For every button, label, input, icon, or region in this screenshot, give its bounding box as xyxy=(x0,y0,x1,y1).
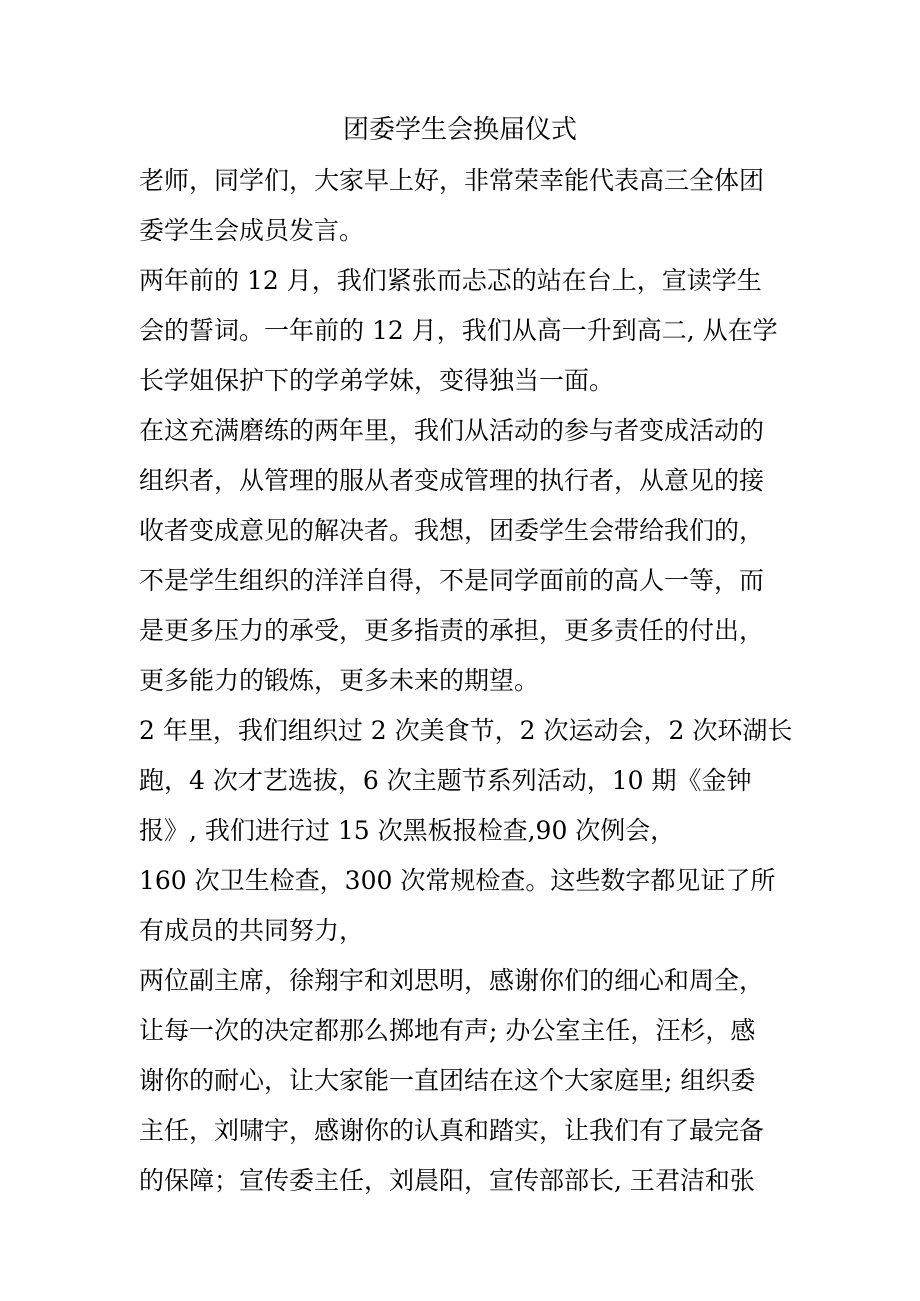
body-line: 更多能力的锻炼，更多未来的期望。 xyxy=(139,666,540,695)
body-line: 会的誓词。一年前的 12 月，我们从高一升到高二, 从在学 xyxy=(139,316,778,345)
body-line: 报》, 我们进行过 15 次黑板报检查,90 次例会， xyxy=(139,816,676,845)
body-line: 长学姐保护下的学弟学妹，变得独当一面。 xyxy=(139,366,615,395)
body-line: 跑，4 次才艺选拔，6 次主题节系列活动，10 期《金钟 xyxy=(139,766,752,795)
body-line: 不是学生组织的洋洋自得，不是同学面前的高人一等，而 xyxy=(139,566,765,595)
body-line: 谢你的耐心，让大家能一直团结在这个大家庭里; 组织委 xyxy=(139,1066,756,1095)
body-line: 的保障；宣传委主任，刘晨阳，宣传部部长, 王君洁和张 xyxy=(139,1166,755,1195)
body-line: 2 年里，我们组织过 2 次美食节，2 次运动会，2 次环湖长 xyxy=(139,716,793,745)
body-line: 两年前的 12 月，我们紧张而忐忑的站在台上，宣读学生 xyxy=(139,266,762,295)
body-line: 让每一次的决定都那么掷地有声; 办公室主任，汪杉，感 xyxy=(139,1016,756,1045)
body-line: 委学生会成员发言。 xyxy=(139,216,365,245)
body-line: 是更多压力的承受，更多指责的承担，更多责任的付出， xyxy=(139,616,765,645)
body-line: 老师，同学们，大家早上好，非常荣幸能代表高三全体团 xyxy=(139,166,765,195)
body-line: 160 次卫生检查，300 次常规检查。这些数字都见证了所 xyxy=(139,866,776,895)
body-line: 收者变成意见的解决者。我想，团委学生会带给我们的， xyxy=(139,516,765,545)
body-line: 组织者，从管理的服从者变成管理的执行者，从意见的接 xyxy=(139,466,765,495)
body-line: 两位副主席，徐翔宇和刘思明，感谢你们的细心和周全， xyxy=(139,966,765,995)
document-title: 团委学生会换届仪式 xyxy=(342,115,577,145)
body-line: 主任，刘啸宇，感谢你的认真和踏实，让我们有了最完备 xyxy=(139,1116,765,1145)
body-line: 在这充满磨练的两年里，我们从活动的参与者变成活动的 xyxy=(139,416,765,445)
body-line: 有成员的共同努力， xyxy=(139,916,365,945)
document-body xyxy=(139,156,793,1206)
